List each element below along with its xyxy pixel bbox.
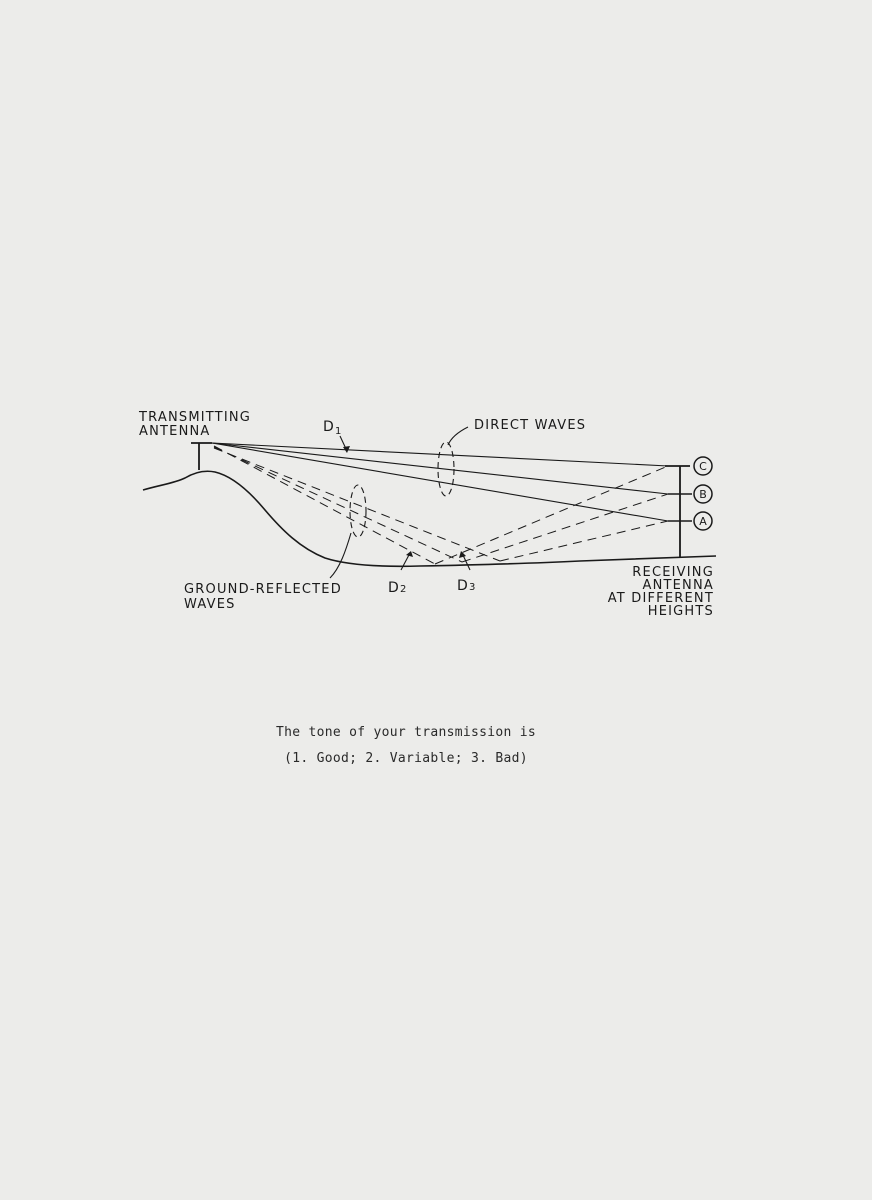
height-marker-a — [694, 512, 712, 530]
receiving-antenna-label-line2: ANTENNA — [642, 578, 714, 593]
receiving-antenna-mast — [665, 466, 692, 557]
caption-line-2: (1. Good; 2. Variable; 3. Bad) — [284, 751, 528, 766]
receiving-antenna-label-line4: HEIGHTS — [647, 604, 714, 619]
height-marker-b — [694, 485, 712, 503]
direct-waves-leader — [448, 427, 468, 445]
d2-arrowhead — [406, 551, 413, 557]
terrain-ground-line — [143, 471, 716, 566]
caption-line-1: The tone of your transmission is — [275, 725, 537, 740]
d3-arrowhead — [459, 551, 466, 558]
d1-letter: D — [323, 419, 335, 435]
receiving-antenna-label-line1: RECEIVING — [632, 565, 714, 580]
transmitting-antenna-label-line1: TRANSMITTING — [139, 410, 252, 425]
d3-letter: D — [457, 578, 469, 594]
d1-label — [323, 419, 341, 437]
ground-reflected-leader — [330, 533, 351, 578]
d3-label — [457, 578, 475, 594]
transmitting-antenna-label-line2: ANTENNA — [139, 424, 211, 439]
ground-reflected-label-line2: WAVES — [184, 597, 236, 612]
receiving-antenna-label-line3: AT DIFFERENT — [607, 591, 714, 606]
d2-subscript: 2 — [400, 584, 407, 595]
d2-letter: D — [388, 580, 400, 596]
height-c-label: C — [699, 460, 707, 473]
height-marker-c — [694, 457, 712, 475]
height-a-label: A — [699, 515, 707, 528]
d2-label — [388, 580, 406, 596]
ground-reflected-wave-lines — [214, 446, 668, 564]
ground-reflected-label-line1: GROUND-REFLECTED — [184, 582, 342, 597]
transmitting-antenna — [191, 443, 212, 470]
height-b-label: B — [699, 488, 707, 501]
d3-subscript: 3 — [469, 582, 476, 593]
d1-subscript: 1 — [335, 426, 342, 437]
direct-waves-label: DIRECT WAVES — [474, 418, 587, 433]
